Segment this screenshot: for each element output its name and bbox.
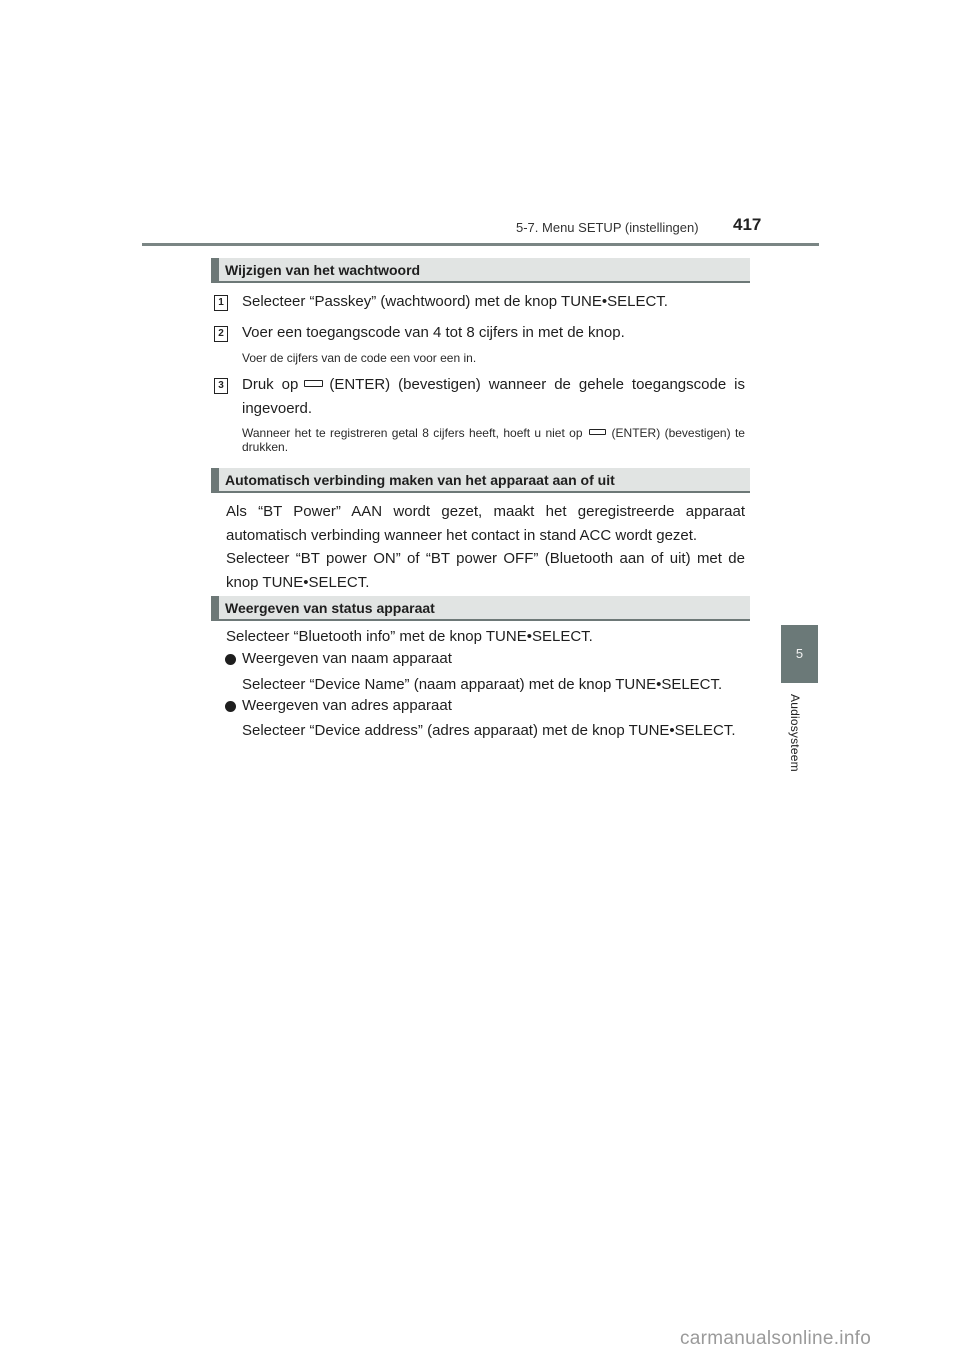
- step-3-text-before: Druk op: [242, 376, 299, 393]
- page-number: 417: [733, 215, 762, 234]
- bullet-text: Selecteer “Device Name” (naam apparaat) met de knop TUNE•SELECT.: [242, 676, 723, 693]
- section-title: Automatisch verbinding maken van het apparaat aan of uit: [225, 472, 615, 488]
- bullet-title: Weergeven van adres apparaat: [242, 697, 452, 714]
- step-3-text: [242, 373, 745, 421]
- header-divider: [142, 243, 819, 246]
- enter-button-icon: [304, 380, 323, 387]
- bullet-icon: [225, 654, 236, 665]
- bullet-title: Weergeven van naam apparaat: [242, 650, 452, 667]
- chapter-tab-label: Audiosysteem: [788, 694, 802, 772]
- intro-text: Selecteer “Bluetooth info” met de knop TUNE•SELECT.: [226, 628, 593, 645]
- section-heading-device-status: [211, 596, 750, 621]
- bullet-text: Selecteer “Device address” (adres apparaat) met de knop TUNE•SELECT.: [242, 722, 736, 739]
- step-number-1: 1: [214, 295, 228, 311]
- chapter-tab: 5: [781, 625, 818, 683]
- step-2-text: Voer een toegangscode van 4 tot 8 cijfers in met de knop.: [242, 324, 625, 341]
- watermark: carmanualsonline.info: [680, 1328, 872, 1349]
- step-number-3: 3: [214, 378, 228, 394]
- step-3-note-after: (ENTER) (bevestigen) te drukken.: [242, 426, 745, 454]
- step-3-note-before: Wanneer het te registreren getal 8 cijfers heeft, hoeft u niet op: [242, 426, 583, 440]
- paragraph: Als “BT Power” AAN wordt gezet, maakt het geregistreerde apparaat automatisch verbinding wanneer het contact in stand ACC wordt gezet.: [226, 503, 745, 544]
- step-2-note: Voer de cijfers van de code een voor een in.: [242, 351, 477, 365]
- step-3-note: [242, 426, 745, 454]
- paragraph: Selecteer “BT power ON” of “BT power OFF” (Bluetooth aan of uit) met de knop TUNE•SELECT.: [226, 550, 745, 591]
- section-heading-password: [211, 258, 750, 283]
- step-1-text: Selecteer “Passkey” (wachtwoord) met de knop TUNE•SELECT.: [242, 293, 668, 310]
- chapter-title: 5-7. Menu SETUP (instellingen): [516, 220, 699, 235]
- section-heading-auto-connect: [211, 468, 750, 493]
- bullet-icon: [225, 701, 236, 712]
- section-title: Weergeven van status apparaat: [225, 600, 435, 616]
- enter-button-icon: [589, 429, 606, 435]
- step-3-text-after: (ENTER) (bevestigen) wanneer de gehele toegangscode is ingevoerd.: [242, 376, 745, 417]
- step-number-2: 2: [214, 326, 228, 342]
- section-title: Wijzigen van het wachtwoord: [225, 262, 421, 278]
